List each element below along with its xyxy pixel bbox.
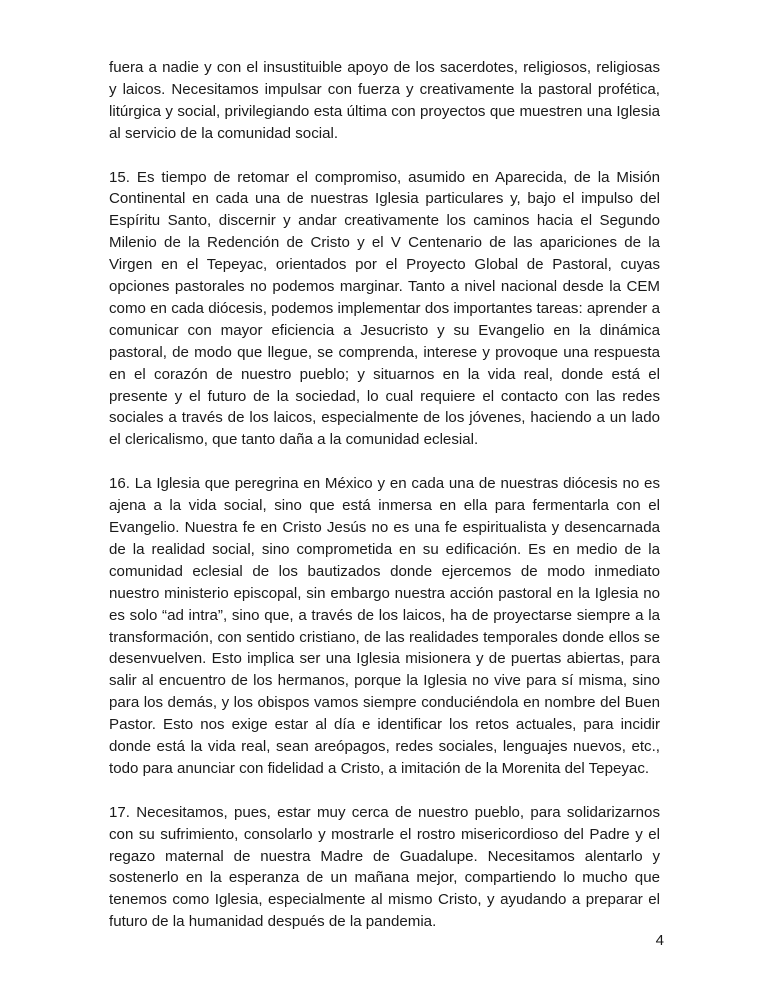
paragraph-15: 15. Es tiempo de retomar el compromiso, asumido en Aparecida, de la Misión Continental en cada una de nuestras Iglesia particulares y, bajo el impulso del Espíritu Santo, discernir y andar creativamente los caminos hacia el Segundo Milenio de la Redención de Cristo y el V Centenario de las apariciones de la Virgen en el Tepeyac, orientados por el Proyecto Global de Pastoral, cuyas opciones pastorales no podemos marginar. Tanto a nivel nacional desde la CEM como en cada diócesis, podemos implementar dos importantes tareas: aprender a comunicar con mayor eficiencia a Jesucristo y su Evangelio en la dinámica pastoral, de modo que llegue, se comprenda, interese y provoque una respuesta en el corazón de nuestro pueblo; y situarnos en la vida real, donde está el presente y el futuro de la sociedad, lo cual requiere el contacto con las redes sociales a través de los laicos, especialmente de los jóvenes, haciendo a un lado el clericalismo, que tanto daña a la comunidad eclesial. [109, 168, 660, 449]
paragraph-16: 16. La Iglesia que peregrina en México y en cada una de nuestras diócesis no es ajena a la vida social, sino que está inmersa en ella para fermentarla con el Evangelio. Nuestra fe en Cristo Jesús no es una fe espiritualista y desencarnada de la realidad social, sino comprometida en su edificación. Es en medio de la comunidad eclesial de los bautizados donde ejercemos de modo inmediato nuestro ministerio episcopal, sin embargo nuestra acción pastoral en la Iglesia no es solo “ad intra”, sino que, a través de los laicos, ha de proyectarse siempre a la transformación, con sentido cristiano, de las realidades temporales donde ellos se desenvuelven. Esto implica ser una Iglesia misionera y de puertas abiertas, para salir al encuentro de los hermanos, porque la Iglesia no vive para sí misma, sino para los demás, y los obispos vamos siempre conduciéndola en nombre del Buen Pastor. Esto nos exige estar al día e identificar los retos actuales, para incidir donde está la vida real, sean areópagos, redes sociales, lenguajes nuevos, etc., todo para anunciar con fidelidad a Cristo, a imitación de la Morenita del Tepeyac. [109, 475, 660, 777]
paragraph-continuation: fuera a nadie y con el insustituible apoyo de los sacerdotes, religiosos, religiosas y laicos. Necesitamos impulsar con fuerza y creativamente la pastoral profética, litúrgica y social, privilegiando esta última con proyectos que muestren una Iglesia al servicio de la comunidad social. [109, 59, 660, 142]
page-number: 4 [655, 932, 664, 949]
paragraph-17: 17. Necesitamos, pues, estar muy cerca de nuestro pueblo, para solidarizarnos con su sufrimiento, consolarlo y mostrarle el rostro misericordioso del Padre y el regazo maternal de nuestra Madre de Guadalupe. Necesitamos alentarlo y sostenerlo en la esperanza de un mañana mejor, compartiendo lo mucho que tenemos como Iglesia, especialmente al mismo Cristo, y ayudando a preparar el futuro de la humanidad después de la pandemia. [109, 803, 660, 931]
document-body [109, 57, 660, 955]
